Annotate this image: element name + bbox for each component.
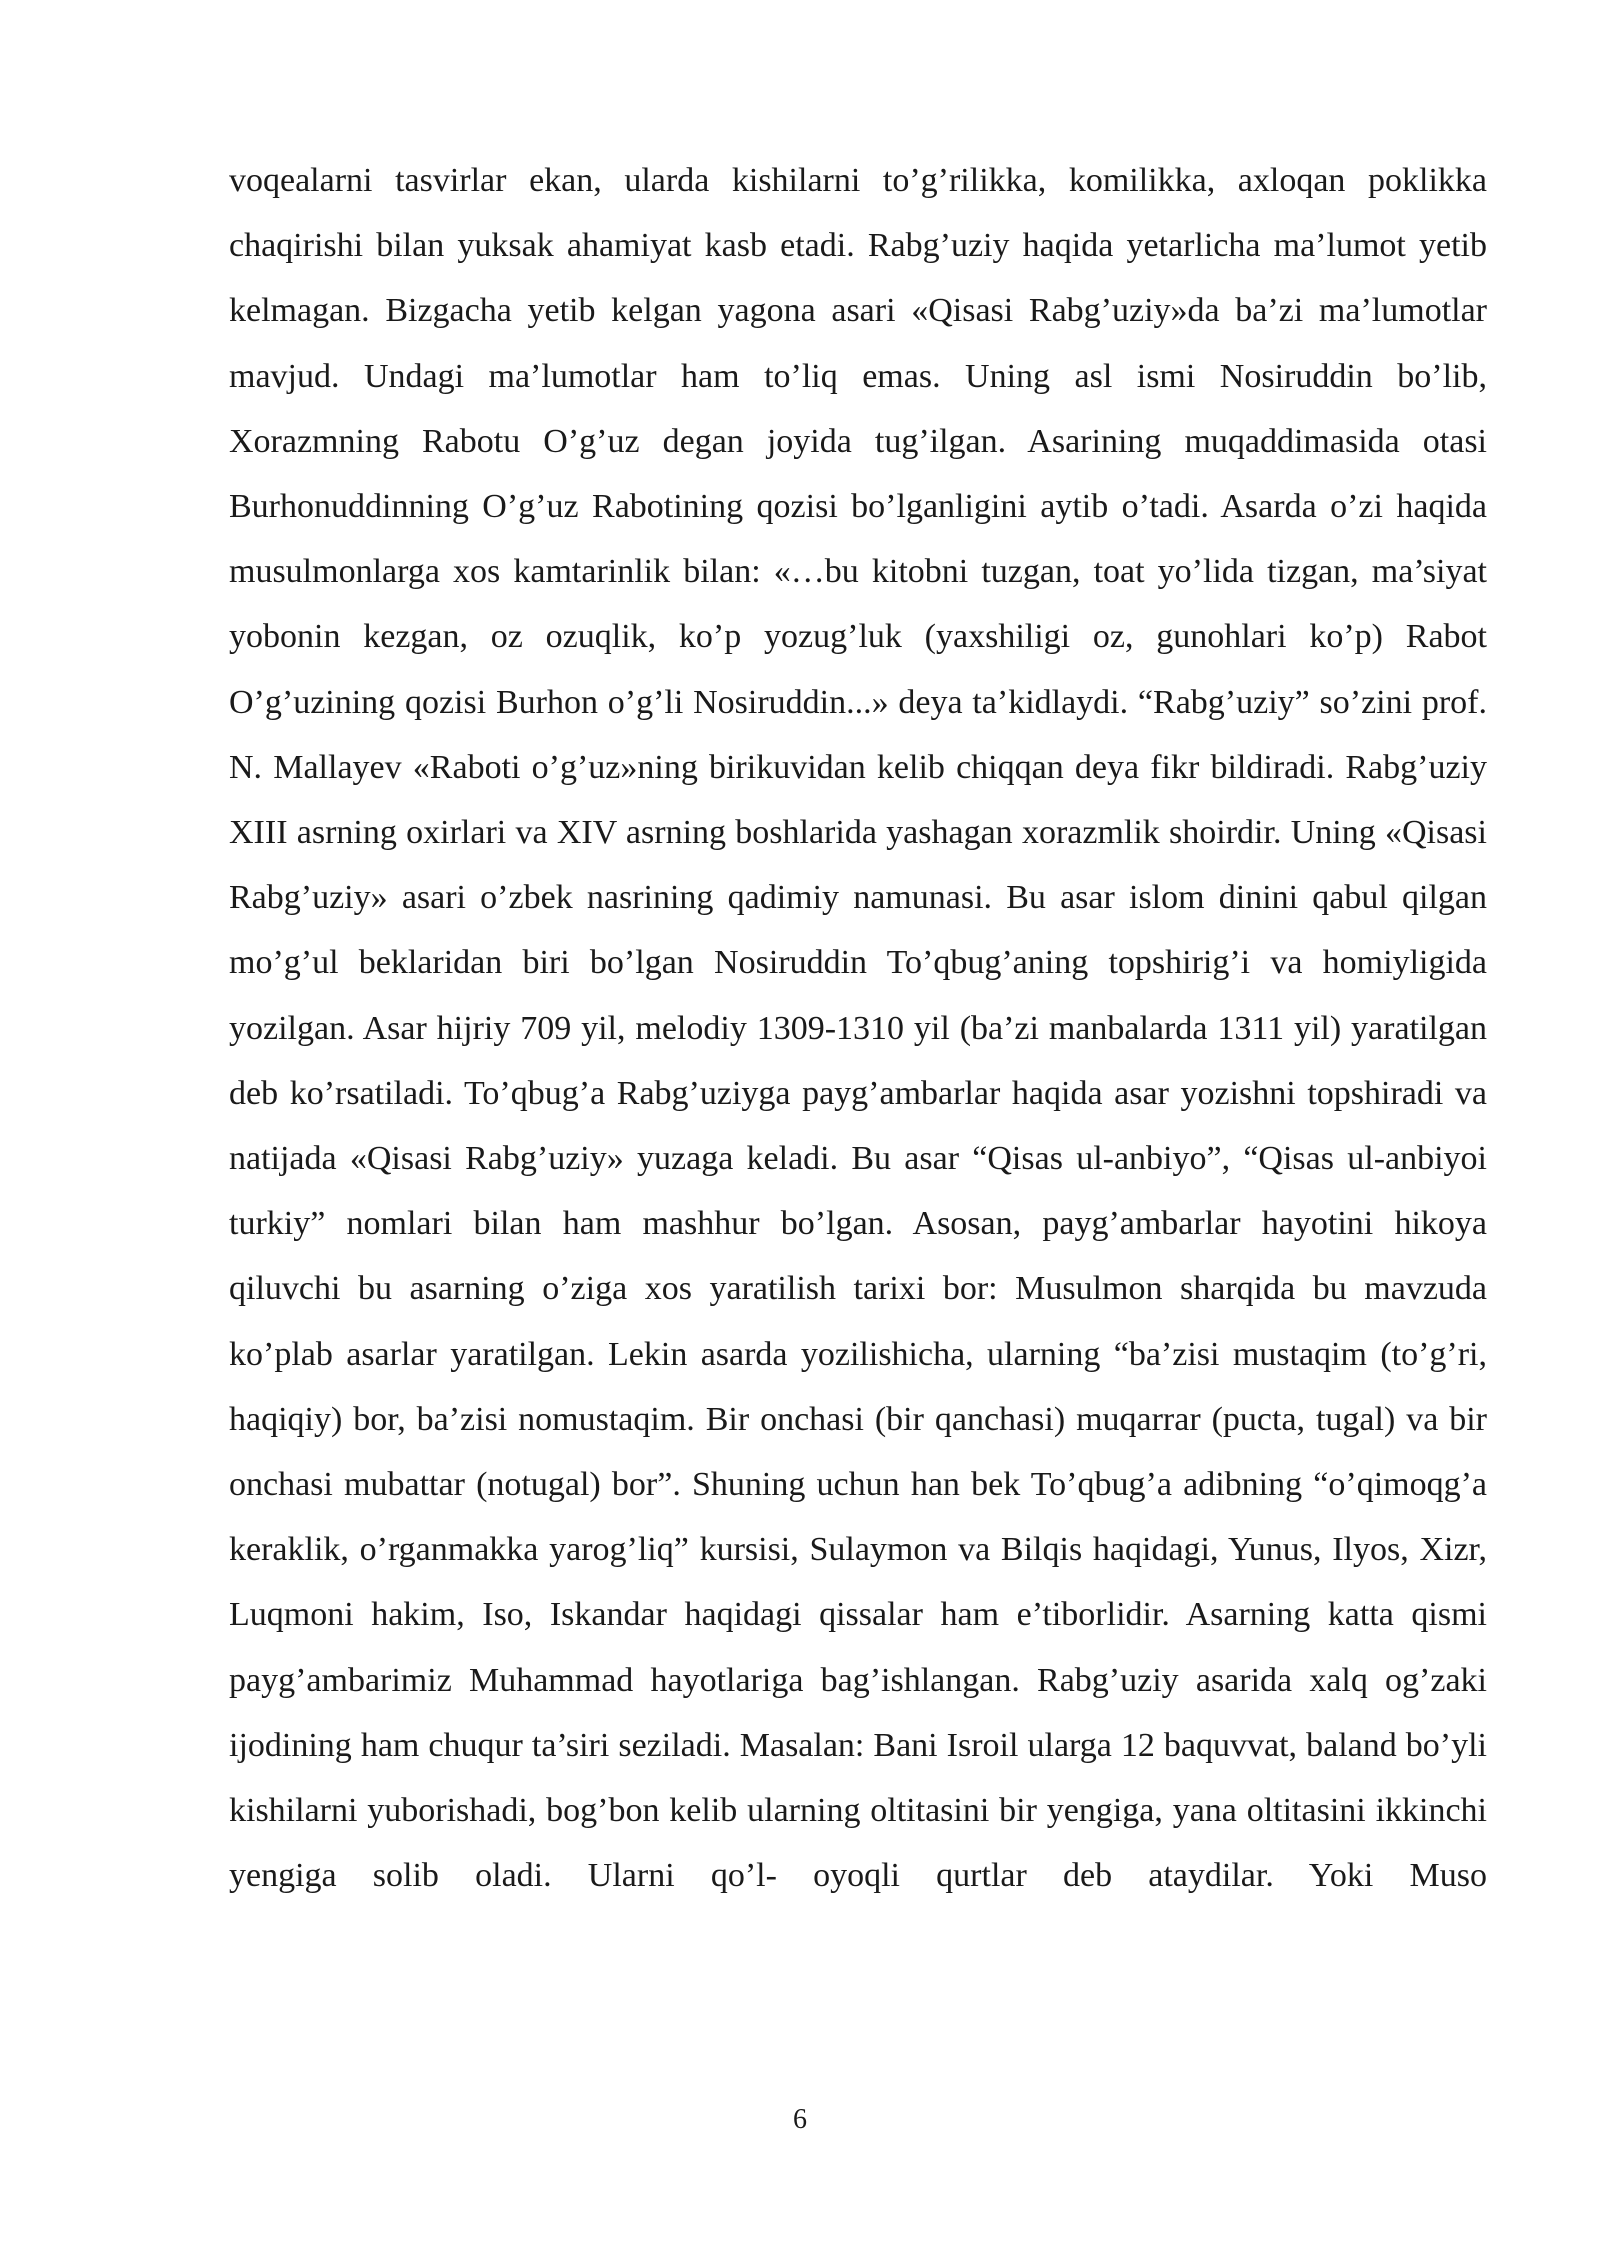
body-paragraph: voqealarni tasvirlar ekan, ularda kishilarni to’g’rilikka, komilikka, axloqan poklikka chaqirishi bilan yuksak ahamiyat kasb etadi. Rabg’uziy haqida yetarlicha ma’lumot yetib kelmagan. Bizgacha yetib kelgan yagona asari «Qisasi Rabg’uziy»da ba’zi ma’lumotlar mavjud. Undagi ma’lumotlar ham to’liq emas. Uning asl ismi Nosiruddin bo’lib, Xorazmning Rabotu O’g’uz degan joyida tug’ilgan. Asarining muqaddimasida otasi Burhonuddinning O’g’uz Rabotining qozisi bo’lganligini aytib o’tadi. Asarda o’zi haqida musulmonlarga xos kamtarinlik bilan: «…bu kitobni tuzgan, toat yo’lida tizgan, ma’siyat yobonin kezgan, oz ozuqlik, ko’p yozug’luk (yaxshiligi oz, gunohlari ko’p) Rabot O’g’uzining qozisi Burhon o’g’li Nosiruddin...» deya ta’kidlaydi. “Rabg’uziy” so’zini prof. N. Mallayev «Raboti o’g’uz»ning birikuvidan kelib chiqqan deya fikr bildiradi. Rabg’uziy XIII asrning oxirlari va XIV asrning boshlarida yashagan xorazmlik shoirdir. Uning «Qisasi Rabg’uziy» asari o’zbek nasrining qadimiy namunasi. Bu asar islom dinini qabul qilgan mo’g’ul beklaridan biri bo’lgan Nosiruddin To’qbug’aning topshirig’i va homiyligida yozilgan. Asar hijriy 709 yil, melodiy 1309-1310 yil (ba’zi manbalarda 1311 yil) yaratilgan deb ko’rsatiladi. To’qbug’a Rabg’uziyga payg’ambarlar haqida asar yozishni topshiradi va natijada «Qisasi Rabg’uziy» yuzaga keladi. Bu asar “Qisas ul-anbiyo”, “Qisas ul-anbiyoi turkiy” nomlari bilan ham mashhur bo’lgan. Asosan, payg’ambarlar hayotini hikoya qiluvchi bu asarning o’ziga xos yaratilish tarixi bor: Musulmon sharqida bu mavzuda ko’plab asarlar yaratilgan. Lekin asarda yozilishicha, ularning “ba’zisi mustaqim (to’g’ri, haqiqiy) bor, ba’zisi nomustaqim. Bir onchasi (bir qanchasi) muqarrar (pucta, tugal) va bir onchasi mubattar (notugal) bor”. Shuning uchun han bek To’qbug’a adibning “o’qimoqg’a keraklik, o’rganmakka yarog’liq” kursisi, Sulaymon va Bilqis haqidagi, Yunus, Ilyos, Xizr, Luqmoni hakim, Iso, Iskandar haqidagi qissalar ham e’tiborlidir. Asarning katta qismi payg’ambarimiz Muhammad hayotlariga bag’ishlangan. Rabg’uziy asarida xalq og’zaki ijodining ham chuqur ta’siri seziladi. Masalan: Bani Isroil ularga 12 baquvvat, baland bo’yli kishilarni yuborishadi, bog’bon kelib ularning oltitasini bir yengiga, yana oltitasini ikkinchi yengiga solib oladi. Ularni qo’l- oyoqli qurtlar deb ataydilar. Yoki Muso	[229, 162, 1487, 1895]
page-number: 6	[793, 2104, 807, 2135]
